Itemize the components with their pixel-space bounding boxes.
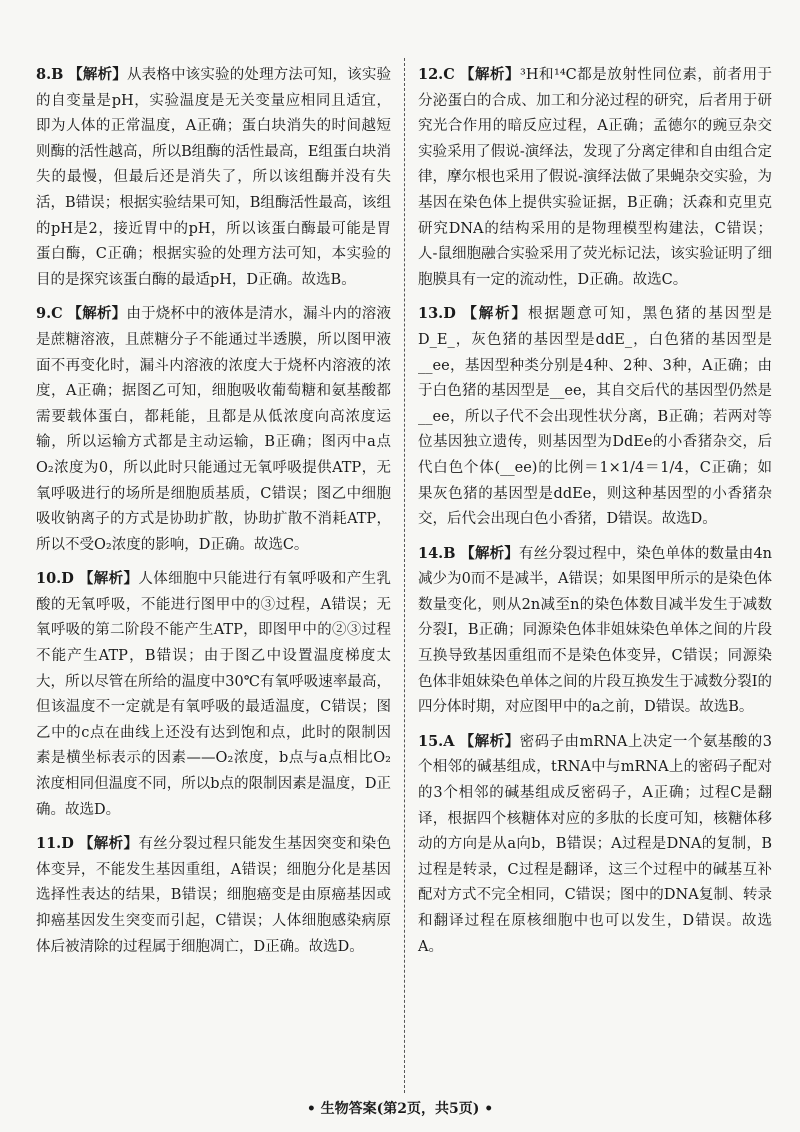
answer-9 bbox=[36, 301, 391, 558]
right-column bbox=[418, 62, 772, 968]
analysis-text: 有丝分裂过程中，染色单体的数量由4n减少为0而不是减半，A错误；如果图甲所示的是染色体数量变化，则从2n减至n的染色体数目减半发生于减数分裂Ⅰ，B正确；同源染色体非姐妹染色单体之间的片段互换导致基因重组而不是染色体变异，C错误；同源染色体非姐妹染色单体之间的片段互换发生于减数分裂Ⅰ的四分体时期，对应图甲中的a之前，D错误。故选B。 bbox=[418, 545, 773, 716]
analysis-text: 有丝分裂过程只能发生基因突变和染色体变异，不能发生基因重组，A错误；细胞分化是基因选择性表达的结果，B错误；细胞癌变是由原癌基因或抑癌基因发生突变而引起，C错误；人体细胞感染病原体后被清除的过程属于细胞凋亡，D正确。故选D。 bbox=[36, 836, 392, 955]
page-footer: • 生物答案(第2页，共5页) • bbox=[306, 1101, 494, 1117]
answer-10 bbox=[36, 566, 391, 823]
answer-choice: D bbox=[61, 570, 74, 588]
analysis-tag: 【解析】 bbox=[68, 66, 127, 83]
answer-choice: D bbox=[443, 305, 456, 323]
analysis-text: 由于烧杯中的液体是清水，漏斗内的溶液是蔗糖溶液，且蔗糖分子不能通过半透膜，所以图甲液面不再变化时，漏斗内溶液的浓度大于烧杯内溶液的浓度，A正确；据图乙可知，细胞吸收葡萄糖和氨基酸都需要载体蛋白，都耗能，且都是从低浓度向高浓度运输，所以运输方式都是主动运输，B正确；图丙中a点O₂浓度为0，所以此时只能通过无氧呼吸提供ATP，无氧呼吸进行的场所是细胞质基质，C错误；图乙中细胞吸收钠离子的方式是协助扩散，协助扩散不消耗ATP，所以不受O₂浓度的影响，D正确。故选C。 bbox=[36, 306, 392, 553]
answer-12 bbox=[418, 62, 772, 293]
answer-13 bbox=[418, 301, 772, 532]
answer-choice: A bbox=[443, 732, 455, 750]
analysis-text: 根据题意可知，黑色猪的基因型是D_E_，灰色猪的基因型是ddE_，白色猪的基因型是__ee，基因型种类分别是4种、2种、3种，A正确；由于白色猪的基因型是__ee，其自交后代的基因型仍然是__ee，所以子代不会出现性状分离，B正确；若两对等位基因独立遗传，则基因型为DdEe的小香猪杂交，后代白色个体(__ee)的比例＝1×1/4＝1/4，C正确；如果灰色猪的基因型是ddEe，则这种基因型的小香猪杂交，后代会出现白色小香猪，D错误。故选D。 bbox=[418, 306, 773, 528]
answer-number: 9. bbox=[36, 305, 52, 323]
analysis-tag: 【解析】 bbox=[460, 544, 519, 562]
analysis-tag: 【解析】 bbox=[78, 570, 139, 588]
analysis-text: ³H和¹⁴C都是放射性同位素，前者用于分泌蛋白的合成、加工和分泌过程的研究，后者用于研究光合作用的暗反应过程，A正确；孟德尔的豌豆杂交实验采用了假说-演绎法，发现了分离定律和自由组合定律，摩尔根也采用了假说-演绎法做了果蝇杂交实验，为基因在染色体上提供实验证据，B正确；沃森和克里克研究DNA的结构采用的是物理模型构建法，C错误；人-鼠细胞融合实验采用了荧光标记法，该实验证明了细胞膜具有一定的流动性，D正确。故选C。 bbox=[418, 67, 773, 288]
answer-8 bbox=[36, 62, 391, 293]
answer-number: 12. bbox=[418, 66, 444, 83]
analysis-text: 从表格中该实验的处理方法可知，该实验的自变量是pH，实验温度是无关变量应相同且适宜，即为人体的正常温度，A正确；蛋白块消失的时间越短则酶的活性越高，所以B组酶的活性最高，E组蛋白块消失的最慢，但最后还是消失了，所以该组酶并没有失活，B错误；根据实验结果可知，B组酶活性最高，该组的pH是2，接近胃中的pH，所以该蛋白酶最可能是胃蛋白酶，C正确；根据实验的处理方法可知，本实验的目的是探究该蛋白酶的最适pH，D正确。故选B。 bbox=[36, 67, 392, 288]
column-divider bbox=[404, 58, 405, 1093]
answer-number: 11. bbox=[36, 835, 62, 853]
analysis-tag: 【解析】 bbox=[462, 305, 528, 323]
answer-choice: B bbox=[443, 544, 456, 562]
answer-choice: D bbox=[61, 835, 74, 853]
answer-choice: C bbox=[51, 305, 63, 323]
answer-choice: B bbox=[51, 66, 64, 83]
analysis-tag: 【解析】 bbox=[67, 305, 127, 323]
answer-number: 10. bbox=[36, 570, 62, 588]
answer-15 bbox=[418, 729, 772, 960]
answer-11 bbox=[36, 831, 391, 960]
answer-number: 15. bbox=[418, 732, 444, 750]
left-column bbox=[36, 62, 391, 968]
analysis-text: 密码子由mRNA上决定一个氨基酸的3个相邻的碱基组成，tRNA中与mRNA上的密码子配对的3个相邻的碱基组成反密码子，A正确；过程C是翻译，根据四个核糖体对应的多肽的长度可知，核糖体移动的方向是从a向b，B错误；A过程是DNA的复制，B过程是转录，C过程是翻译，这三个过程中的碱基互补配对方式不完全相同，C错误；图中的DNA复制、转录和翻译过程在原核细胞中也可以发生，D错误。故选A。 bbox=[418, 733, 773, 955]
analysis-tag: 【解析】 bbox=[459, 732, 520, 750]
answer-14 bbox=[418, 541, 772, 721]
analysis-text: 人体细胞中只能进行有氧呼吸和产生乳酸的无氧呼吸，不能进行图甲中的③过程，A错误；无氧呼吸的第二阶段不能产生ATP，即图甲中的②③过程不能产生ATP，B错误；由于图乙中设置温度梯度太大，所以尽管在所给的温度中30℃有氧呼吸速率最高，但该温度不一定就是有氧呼吸的最适温度，C错误；图乙中的c点在曲线上还没有达到饱和点，此时的限制因素是横坐标表示的因素——O₂浓度，b点与a点相比O₂浓度相同但温度不同，所以b点的限制因素是温度，D正确。故选D。 bbox=[36, 571, 392, 818]
answer-number: 8. bbox=[36, 66, 52, 83]
analysis-tag: 【解析】 bbox=[459, 66, 521, 83]
analysis-tag: 【解析】 bbox=[78, 835, 139, 853]
answer-choice: C bbox=[443, 66, 455, 83]
answer-number: 14. bbox=[418, 544, 444, 562]
answer-number: 13. bbox=[418, 305, 444, 323]
